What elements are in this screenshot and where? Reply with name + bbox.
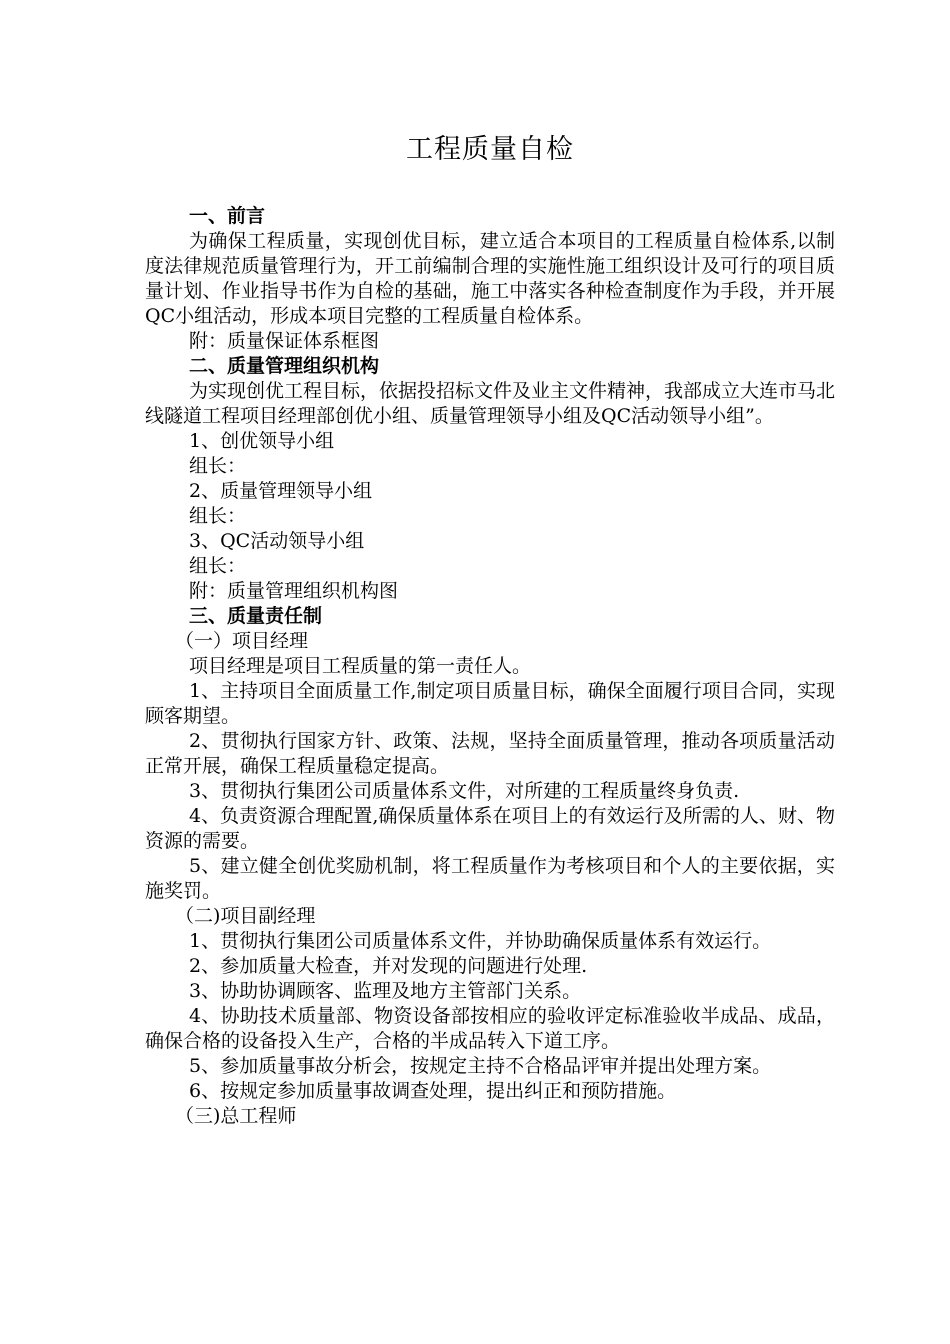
paragraph: 组长： — [189, 455, 247, 477]
document-title: 工程质量自检 — [406, 134, 574, 165]
document-body — [145, 204, 835, 1129]
paragraph: 附：质量保证体系框图 — [189, 330, 380, 352]
paragraph: 1、主持项目全面质量工作,制定项目质量目标，确保全面履行项目合同，实现顾客期望。 — [145, 680, 835, 727]
paragraph: 附：质量管理组织机构图 — [189, 580, 399, 602]
paragraph: 1、贯彻执行集团公司质量体系文件，并协助确保质量体系有效运行。 — [189, 930, 772, 952]
paragraph: 2、质量管理领导小组 — [189, 480, 373, 502]
section-heading: 二、质量管理组织机构 — [189, 355, 380, 377]
paragraph: 为确保工程质量，实现创优目标，建立适合本项目的工程质量自检体系,以制度法律规范质量管理行为，开工前编制合理的实施性施工组织设计及可行的项目质量计划、作业指导书作为自检的基础，施工中落实各种检查制度作为手段，并开展QC小组活动，形成本项目完整的工程质量自检体系。 — [145, 230, 835, 327]
document-page — [145, 128, 835, 1129]
paragraph: 2、参加质量大检查，并对发现的问题进行处理. — [189, 955, 588, 977]
paragraph: 2、贯彻执行国家方针、政策、法规，坚持全面质量管理，推动各项质量活动正常开展，确保工程质量稳定提高。 — [145, 730, 835, 777]
section-heading: 三、质量责任制 — [189, 605, 323, 627]
paragraph: 3、协助协调顾客、监理及地方主管部门关系。 — [189, 980, 582, 1002]
paragraph: 为实现创优工程目标，依据投招标文件及业主文件精神，我部成立大连市马北线隧道工程项目经理部创优小组、质量管理领导小组及QC活动领导小组”。 — [145, 380, 836, 427]
paragraph: 5、参加质量事故分析会，按规定主持不合格品评审并提出处理方案。 — [189, 1055, 772, 1077]
paragraph: 3、QC活动领导小组 — [189, 530, 365, 552]
paragraph: 6、按规定参加质量事故调查处理，提出纠正和预防措施。 — [189, 1080, 677, 1102]
paragraph: 1、创优领导小组 — [189, 430, 335, 452]
section-heading: 一、前言 — [189, 205, 266, 227]
paragraph: 组长： — [189, 555, 247, 577]
paragraph: （三)总工程师 — [175, 1105, 297, 1127]
paragraph: 组长： — [189, 505, 247, 527]
paragraph: （二)项目副经理 — [175, 905, 316, 927]
paragraph: 4、协助技术质量部、物资设备部按相应的验收评定标准验收半成品、成品，确保合格的设备投入生产，合格的半成品转入下道工序。 — [145, 1005, 835, 1052]
paragraph: 3、贯彻执行集团公司质量体系文件，对所建的工程质量终身负责. — [189, 780, 740, 802]
paragraph: 项目经理是项目工程质量的第一责任人。 — [189, 655, 532, 677]
paragraph: 4、负责资源合理配置,确保质量体系在项目上的有效运行及所需的人、财、物资源的需要。 — [145, 805, 835, 852]
paragraph: 5、建立健全创优奖励机制，将工程质量作为考核项目和个人的主要依据，实施奖罚。 — [145, 855, 835, 902]
paragraph: （一）项目经理 — [175, 630, 309, 652]
